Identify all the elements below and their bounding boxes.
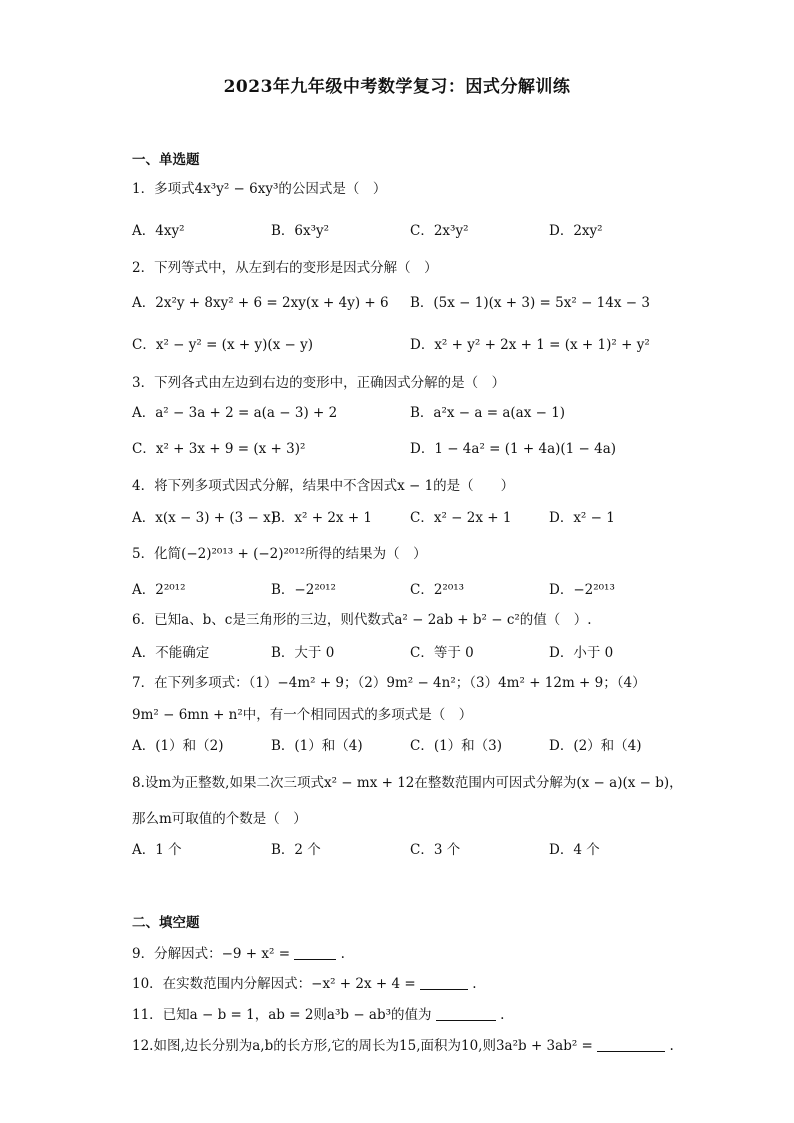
answer-blank-12[interactable] xyxy=(597,1038,665,1052)
q3-option-d: D．1 − 4a² = (1 + 4a)(1 − 4a) xyxy=(410,441,617,457)
question-9-text: 9．分解因式：−9 + x² = xyxy=(132,946,291,962)
q5-option-b: B．−2²⁰¹² xyxy=(271,582,336,598)
section-fill-in: 二、填空题 xyxy=(132,915,200,931)
q5-option-a: A．2²⁰¹² xyxy=(132,582,186,598)
question-2-stem: 2．下列等式中，从左到右的变形是因式分解（ ） xyxy=(132,260,438,276)
question-12-end: . xyxy=(669,1038,674,1054)
page-title: 2023年九年级中考数学复习：因式分解训练 xyxy=(223,77,571,97)
question-11-text: 11．已知a − b = 1，ab = 2则a³b − ab³的值为 xyxy=(132,1007,432,1023)
q2-option-a: A．2x²y + 8xy² + 6 = 2xy(x + 4y) + 6 xyxy=(132,295,389,311)
q7-option-a: A．(1）和（2) xyxy=(132,738,224,754)
question-11-end: . xyxy=(500,1007,505,1023)
q4-option-d: D．x² − 1 xyxy=(549,510,615,526)
question-12-text: 12.如图,边长分别为a,b的长方形,它的周长为15,面积为10,则3a²b + 3ab² = xyxy=(132,1038,593,1054)
question-1-stem: 1．多项式4x³y² − 6xy³的公因式是（ ） xyxy=(132,181,387,197)
answer-blank-11[interactable] xyxy=(436,1007,496,1021)
question-10 xyxy=(132,972,477,992)
q7-option-c: C．(1）和（3) xyxy=(410,738,503,754)
q3-option-b: B．a²x − a = a(ax − 1) xyxy=(410,405,566,421)
question-9-end: . xyxy=(340,946,345,962)
q4-option-a: A．x(x − 3) + (3 − x) xyxy=(132,510,277,526)
answer-blank-10[interactable] xyxy=(420,976,468,990)
q3-option-c: C．x² + 3x + 9 = (x + 3)² xyxy=(132,441,306,457)
q4-option-c: C．x² − 2x + 1 xyxy=(410,510,512,526)
q6-option-c: C．等于 0 xyxy=(410,645,474,661)
q8-option-d: D．4 个 xyxy=(549,842,600,858)
q1-option-c: C．2x³y² xyxy=(410,223,469,239)
q6-option-a: A．不能确定 xyxy=(132,645,210,661)
q8-option-c: C．3 个 xyxy=(410,842,461,858)
q1-option-b: B．6x³y² xyxy=(271,223,330,239)
q2-option-b: B．(5x − 1)(x + 3) = 5x² − 14x − 3 xyxy=(410,295,650,311)
question-6-stem: 6．已知a、b、c是三角形的三边，则代数式a² − 2ab + b² − c²的值（ ）. xyxy=(132,612,592,628)
question-8-stem-line-2: 那么m可取值的个数是（ ） xyxy=(132,811,307,827)
question-10-text: 10．在实数范围内分解因式：−x² + 2x + 4 = xyxy=(132,976,416,992)
q8-option-b: B．2 个 xyxy=(271,842,321,858)
question-4-stem: 4．将下列多项式因式分解，结果中不含因式x − 1的是（ ） xyxy=(132,478,515,494)
question-7-stem-line-1: 7．在下列多项式：（1）−4m² + 9；（2）9m² − 4n²；（3）4m² + 12m + 9；（4） xyxy=(132,675,646,691)
q3-option-a: A．a² − 3a + 2 = a(a − 3) + 2 xyxy=(132,405,338,421)
q8-option-a: A．1 个 xyxy=(132,842,182,858)
q6-option-b: B．大于 0 xyxy=(271,645,335,661)
question-8-stem-line-1: 8.设m为正整数,如果二次三项式x² − mx + 12在整数范围内可因式分解为(x − a)(x − b)， xyxy=(132,775,683,791)
q7-option-d: D．(2）和（4) xyxy=(549,738,642,754)
section-single-choice: 一、单选题 xyxy=(132,152,200,168)
q4-option-b: B．x² + 2x + 1 xyxy=(271,510,373,526)
q7-option-b: B．(1）和（4) xyxy=(271,738,363,754)
answer-blank-9[interactable] xyxy=(294,946,336,960)
q1-option-a: A．4xy² xyxy=(132,223,185,239)
question-11 xyxy=(132,1003,504,1023)
question-5-stem: 5．化简(−2)²⁰¹³ + (−2)²⁰¹²所得的结果为（ ） xyxy=(132,546,427,562)
question-3-stem: 3．下列各式由左边到右边的变形中，正确因式分解的是（ ） xyxy=(132,375,506,391)
q1-option-d: D．2xy² xyxy=(549,223,603,239)
q2-option-c: C．x² − y² = (x + y)(x − y) xyxy=(132,337,314,353)
q2-option-d: D．x² + y² + 2x + 1 = (x + 1)² + y² xyxy=(410,337,650,353)
question-12 xyxy=(132,1034,674,1054)
q5-option-c: C．2²⁰¹³ xyxy=(410,582,465,598)
q5-option-d: D．−2²⁰¹³ xyxy=(549,582,615,598)
question-9 xyxy=(132,942,345,962)
question-10-end: . xyxy=(472,976,477,992)
question-7-stem-line-2: 9m² − 6mn + n²中，有一个相同因式的多项式是（ ） xyxy=(132,707,473,723)
q6-option-d: D．小于 0 xyxy=(549,645,614,661)
